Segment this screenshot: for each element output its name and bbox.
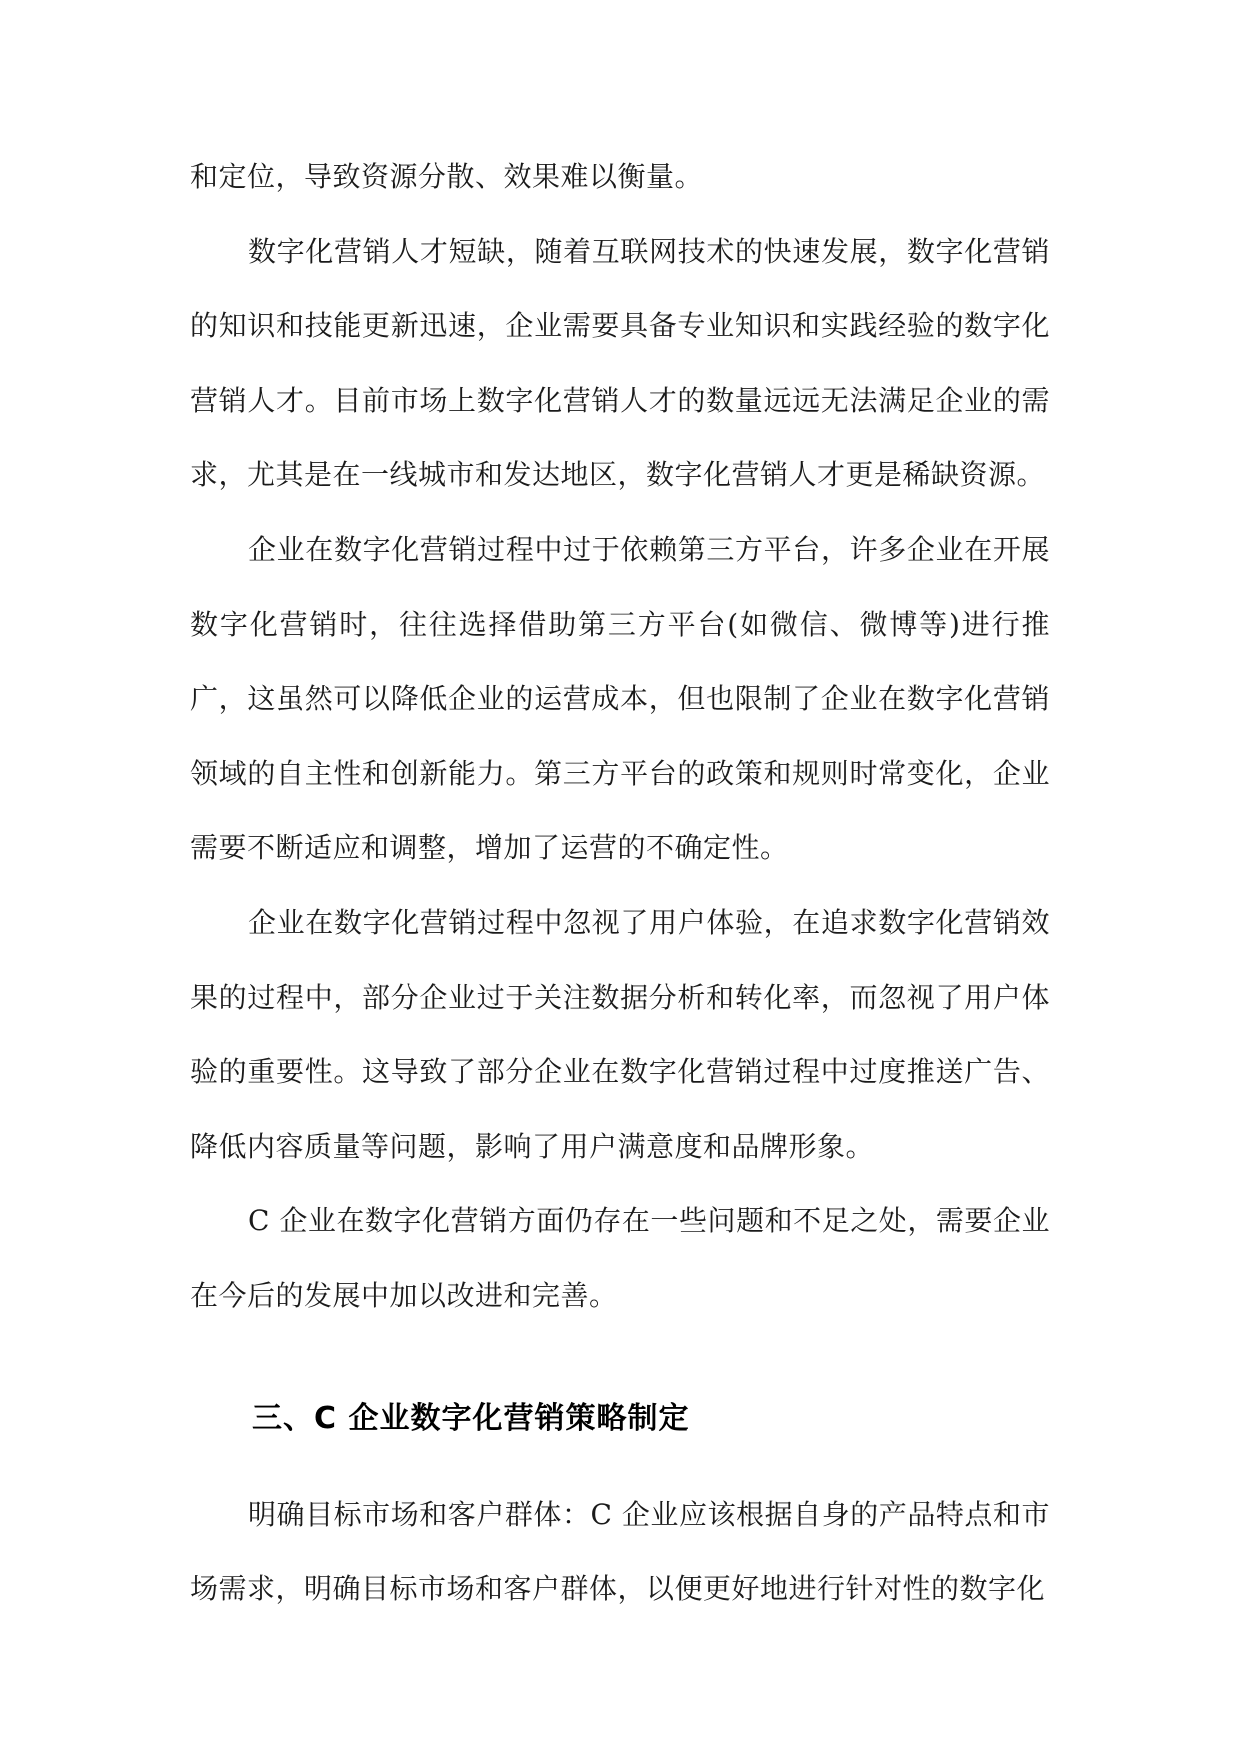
- paragraph-1: 和定位，导致资源分散、效果难以衡量。: [190, 160, 704, 193]
- paragraph-4: 企业在数字化营销过程中忽视了用户体验，在追求数字化营销效果的过程中，部分企业过于关注数据分析和转化率，而忽视了用户体验的重要性。这导致了部分企业在数字化营销过程中过度推送广告、降低内容质量等问题，影响了用户满意度和品牌形象。: [190, 905, 1050, 1163]
- paragraph-2: 数字化营销人才短缺，随着互联网技术的快速发展，数字化营销的知识和技能更新迅速，企业需要具备专业知识和实践经验的数字化营销人才。目前市场上数字化营销人才的数量远远无法满足企业的需求，尤其是在一线城市和发达地区，数字化营销人才更是稀缺资源。: [190, 234, 1050, 492]
- paragraph-5: C 企业在数字化营销方面仍存在一些问题和不足之处，需要企业在今后的发展中加以改进和完善。: [190, 1204, 1050, 1312]
- paragraph-3: 企业在数字化营销过程中过于依赖第三方平台，许多企业在开展数字化营销时，往往选择借助第三方平台(如微信、微博等)进行推广，这虽然可以降低企业的运营成本，但也限制了企业在数字化营销领域的自主性和创新能力。第三方平台的政策和规则时常变化，企业需要不断适应和调整，增加了运营的不确定性。: [190, 532, 1050, 865]
- section-heading: 三、C 企业数字化营销策略制定: [252, 1400, 690, 1436]
- document-page: [190, 140, 1050, 1627]
- paragraph-6: 明确目标市场和客户群体：C 企业应该根据自身的产品特点和市场需求，明确目标市场和客户群体，以便更好地进行针对性的数字化: [190, 1497, 1050, 1606]
